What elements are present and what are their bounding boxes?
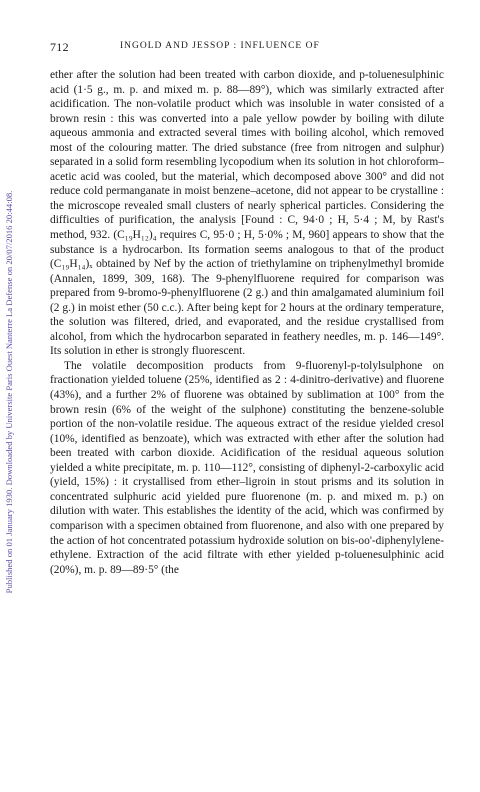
body-paragraph-2: The volatile decomposition products from 9-fluorenyl-p-tolylsulphone on fractionation yielded toluene (25%, identified as 2 : 4-dinitro-derivative) and fluorene (43%), and a further 2% of fluorene was obtained by sublimation at 100° from the brown resin (6% of the weight of the sulphone) constituting the benzene-soluble portion of the non-volatile residue. The aqueous extract of the residue yielded cresol (10%, identified as benzoate), which was extracted with ether after the solution had been treated with carbon dioxide. Acidification of the residual aqueous solution yielded a white precipitate, m. p. 110—112°, consisting of diphenyl-2-carboxylic acid (yield, 15%) : it crystallised from ether–ligroin in stout prisms and its solution in concentrated sulphuric acid yielded pure fluorenone (m. p. and mixed m. p.) on dilution with water. This establishes the identity of the acid, which was confirmed by comparison with a specimen obtained from fluorenone, and also with one prepared by the action of hot concentrated potassium hydroxide solution on bis-oo'-diphenylylene-ethylene. Extraction of the acid filtrate with ether yielded p-toluenesulphinic acid (20%), m. p. 89—89·5° (the	[50, 359, 444, 576]
page-number: 712	[50, 40, 69, 54]
page-header	[50, 40, 444, 54]
published-download-note[interactable]: Published on 01 January 1930. Downloaded by Universite Paris Ouest Nanterre La Defense on 20/07/2016 20:44:08.	[4, 190, 14, 594]
running-head: INGOLD AND JESSOP : INFLUENCE OF	[120, 41, 320, 51]
article-body	[50, 68, 444, 577]
body-paragraph-1: ether after the solution had been treated with carbon dioxide, and p-toluenesulphinic acid (1·5 g., m. p. and mixed m. p. 88—89°), which was similarly extracted after acidification. The non-volatile product which was insoluble in water consisted of a brown resin : this was converted into a pale yellow powder by boiling with dilute aqueous ammonia and extracted several times with boiling alcohol, which removed most of the colouring matter. The dried substance (free from nitrogen and sulphur) separated in a solid form resembling lycopodium when its solution in hot chloroform–acetic acid was cooled, but the material, which decomposed above 300° and did not reduce cold permanganate in moist benzene–acetone, did not appear to be crystalline : the microscope revealed small clusters of nearly spherical particles. Considering the difficulties of purification, the analysis [Found : C, 94·0 ; H, 5·4 ; M, by Rast's method, 932. (C₁₉H₁₂)₄ requires C, 95·0 ; H, 5·0% ; M, 960] appears to show that the substance is a hydrocarbon. Its formation seems analogous to that of the product (C₁₉H₁₄)ₓ obtained by Nef by the action of triethylamine on triphenylmethyl bromide (Annalen, 1899, 309, 168). The 9-phenylfluorene required for comparison was prepared from 9-bromo-9-phenylfluorene (2 g.) and thin amalgamated aluminium foil (2 g.) in moist ether (50 c.c.). After being kept for 2 hours at the ordinary temperature, the solution was filtered, dried, and evaporated, and the residue crystallised from alcohol, from which the hydrocarbon separated in feathery needles, m. p. 146—149°. Its solution in ether is strongly fluorescent.	[50, 69, 444, 358]
publication-sidebar	[2, 0, 16, 792]
